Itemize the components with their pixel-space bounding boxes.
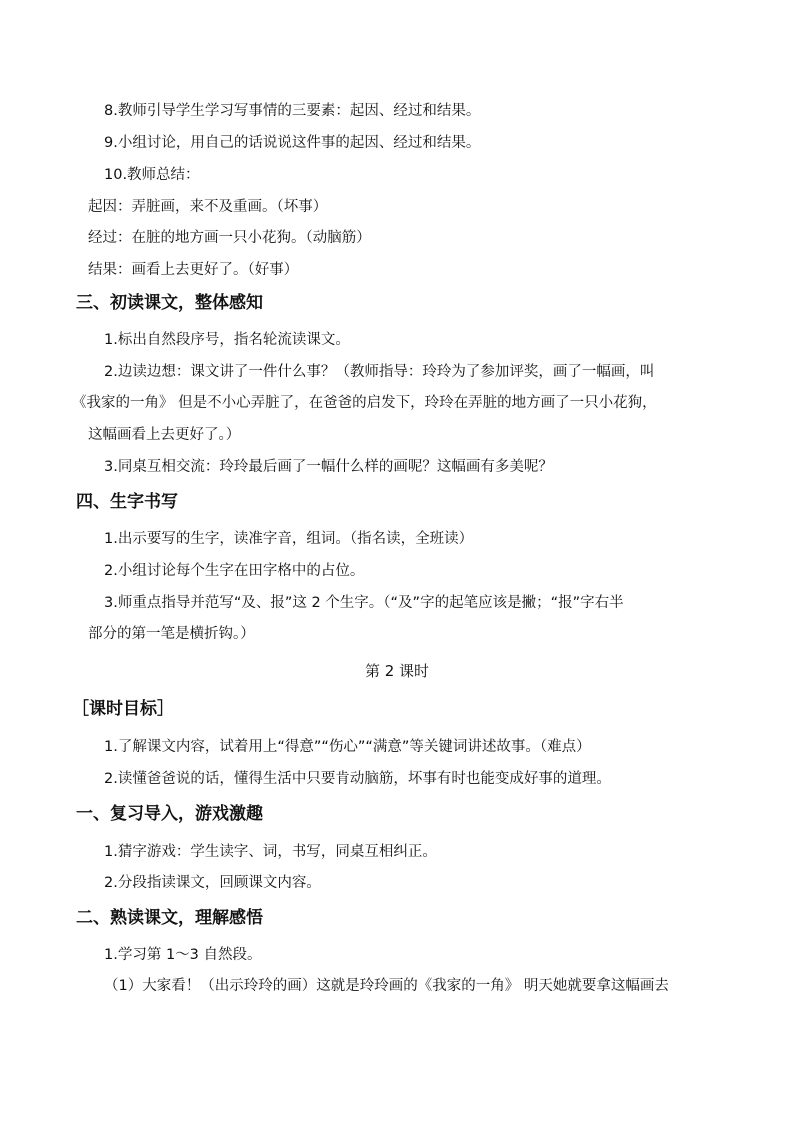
paragraph-line: 结果：画看上去更好了。（好事）: [88, 262, 299, 278]
section-heading: 二、熟读课文，理解感悟: [76, 908, 263, 928]
paragraph-line: 《我家的一角》 但是不小心弄脏了，在爸爸的启发下，玲玲在弄脏的地方画了一只小花狗，: [72, 395, 657, 411]
paragraph-line: 部分的第一笔是横折钩。）: [88, 626, 255, 642]
section-heading: 一、复习导入，游戏激趣: [76, 804, 263, 824]
paragraph-line: 1.学习第 1～3 自然段。: [104, 947, 262, 963]
paragraph-line: 1.猜字游戏：学生读字、词，书写，同桌互相纠正。: [104, 844, 437, 860]
paragraph-line: 3.师重点指导并范写“及、报”这 2 个生字。（“及”字的起笔应该是撇；“报”字右半: [104, 595, 624, 611]
section-heading: 四、生字书写: [76, 492, 178, 512]
paragraph-line: 2.小组讨论每个生字在田字格中的占位。: [104, 563, 365, 579]
paragraph-line: 2.边读边想：课文讲了一件什么事？（教师指导：玲玲为了参加评奖，画了一幅画，叫: [104, 364, 655, 380]
paragraph-line: 10.教师总结：: [104, 167, 200, 183]
paragraph-line: 这幅画看上去更好了。）: [88, 427, 241, 443]
paragraph-line: 起因：弄脏画，来不及重画。（坏事）: [88, 199, 328, 215]
objectives-heading: ［课时目标］: [72, 699, 174, 719]
paragraph-line: 3.同桌互相交流：玲玲最后画了一幅什么样的画呢？这幅画有多美呢？: [104, 459, 553, 475]
paragraph-line: 8.教师引导学生学习写事情的三要素：起因、经过和结果。: [104, 103, 481, 119]
paragraph-line: 2.读懂爸爸说的话，懂得生活中只要肯动脑筋，坏事有时也能变成好事的道理。: [104, 771, 611, 787]
section-heading: 三、初读课文，整体感知: [76, 293, 263, 313]
paragraph-line: 1.标出自然段序号，指名轮流读课文。: [104, 332, 350, 348]
paragraph-line: 2.分段指读课文，回顾课文内容。: [104, 875, 321, 891]
paragraph-line: （1）大家看！（出示玲玲的画）这就是玲玲画的《我家的一角》 明天她就要拿这幅画去: [104, 978, 669, 994]
paragraph-line: 经过：在脏的地方画一只小花狗。（动脑筋）: [88, 230, 371, 246]
paragraph-line: 1.出示要写的生字，读准字音，组词。（指名读，全班读）: [104, 531, 474, 547]
paragraph-line: 9.小组讨论，用自己的话说说这件事的起因、经过和结果。: [104, 135, 481, 151]
session-title: 第 2 课时: [364, 662, 430, 680]
paragraph-line: 1.了解课文内容，试着用上“得意”“伤心”“满意”等关键词讲述故事。（难点）: [104, 739, 591, 755]
